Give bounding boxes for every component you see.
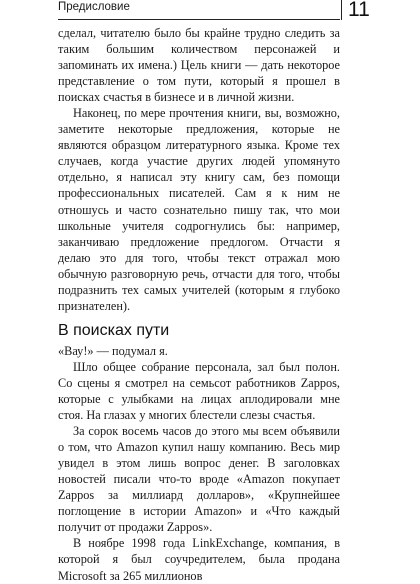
paragraph-5: За сорок восемь часов до этого мы всем объявили о том, что Amazon купил нашу компанию. Весь мир увидел в этом лишь вопрос денег. В заголовках новостей писали что-то вроде «Amazon покупает Zappos за миллиард долларов», «Крупнейшее поглощение в истории Amazon» и «Что каждый получит от продажи Zappos». <box>58 424 340 535</box>
paragraph-4: Шло общее собрание персонала, зал был полон. Со сцены я смотрел на семьсот работников Zappos, которые с улыбками на лицах аплодировали мне стоя. На глазах у многих блестели слезы счастья. <box>58 359 340 423</box>
header-divider <box>341 0 342 20</box>
running-header <box>58 0 340 20</box>
paragraph-2: Наконец, по мере прочтения книги, вы, возможно, заметите некоторые предложения, которые не являются образцом литературного языка. Кроме тех случаев, когда участие других людей упомянуто отдельно, я написал эту книгу сам, без помощи профессиональных писателей. Сам я к ним не отношусь и часто сознательно пишу так, что мои школьные учителя содрогнулись бы: например, заканчиваю предложение предлогом. Отчасти я делаю это для того, чтобы текст отражал мою обычную разговорную речь, отчасти для того, чтобы подразнить тех самых учителей (которым я глубоко признателен). <box>58 106 340 313</box>
paragraph-6: В ноябре 1998 года LinkExchange, компания, в которой я был соучредителем, была продана Microsoft за 265 миллионов <box>58 536 340 583</box>
paragraph-3: «Вау!» — подумал я. <box>58 343 168 358</box>
body-text <box>58 25 340 584</box>
paragraph-1: сделал, читателю было бы крайне трудно следить за таким большим количеством персонажей и запоминать их имена.) Цель книги — дать некоторое представление о том пути, который я прошел в поисках счастья в бизнесе и в личной жизни. <box>58 26 340 105</box>
page-number: 11 <box>348 0 370 21</box>
section-heading: В поисках пути <box>58 321 170 339</box>
chapter-title: Предисловие <box>58 1 130 13</box>
